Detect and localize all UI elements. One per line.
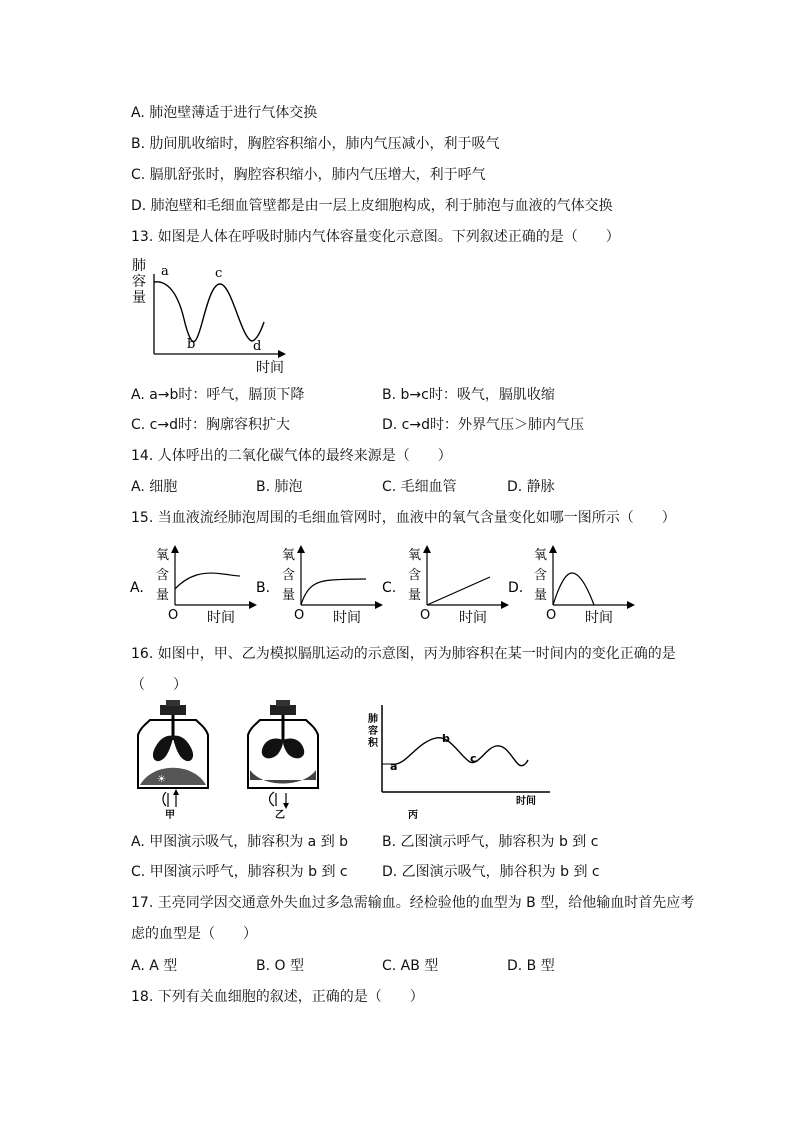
q16-option-b: B. 乙图演示呼气，肺容积为 b 到 c [382, 834, 599, 850]
q16-graph-ylabel-3: 积 [368, 738, 378, 749]
q15-graph-c-origin: O [420, 608, 431, 623]
q17-option-b: B. O 型 [256, 958, 304, 974]
q15-graph-a-ylabel-2: 含 [156, 568, 170, 583]
q12-option-b: B. 肋间肌收缩时，胸腔容积缩小，肺内气压减小，利于吸气 [131, 136, 500, 152]
q14-option-b: B. 肺泡 [256, 479, 303, 495]
q12-option-d: D. 肺泡壁和毛细血管壁都是由一层上皮细胞构成，利于肺泡与血液的气体交换 [131, 198, 613, 214]
q14-option-c: C. 毛细血管 [382, 479, 457, 495]
q15-graph-d-ylabel-3: 量 [534, 588, 548, 603]
q17-stem-line1: 17. 王亮同学因交通意外失血过多急需输血。经检验他的血型为 B 型，给他输血时首先应考 [131, 895, 695, 911]
q16-option-a: A. 甲图演示吸气，肺容积为 a 到 b [131, 834, 349, 850]
q13-ylabel-1: 肺 [132, 258, 146, 274]
q16-jar-yi-label: 乙 [275, 810, 285, 820]
q15-graph-a [130, 545, 257, 626]
q15-graph-a-origin: O [168, 608, 179, 623]
q15-graph-d [508, 545, 635, 626]
q15-graph-c-label: C. [382, 580, 397, 596]
q15-graph-b-ylabel-3: 量 [282, 588, 296, 603]
q15-graph-d-ylabel-1: 氧 [534, 548, 548, 563]
q13-point-c: c [215, 266, 223, 281]
q12-option-a: A. 肺泡壁薄适于进行气体交换 [131, 105, 318, 121]
q16-jar-jia [138, 700, 208, 820]
q15-graph-b-xlabel: 时间 [333, 610, 361, 626]
q15-graph-a-ylabel-3: 量 [156, 588, 170, 603]
q15-graph-b [256, 545, 383, 626]
q15-graph-a-xlabel: 时间 [207, 610, 235, 626]
svg-text:☀: ☀ [157, 774, 166, 785]
q15-graph-c-ylabel-3: 量 [408, 588, 422, 603]
q15-graph-a-label: A. [130, 580, 144, 596]
q15-graph-d-ylabel-2: 含 [534, 568, 548, 583]
q16-graph-ylabel-1: 肺 [368, 714, 378, 725]
q13-point-a: a [161, 264, 169, 279]
q15-graph-d-xlabel: 时间 [585, 610, 613, 626]
q15-graph-b-origin: O [294, 608, 305, 623]
q12-option-c: C. 膈肌舒张时，胸腔容积缩小，肺内气压增大，利于呼气 [131, 167, 486, 183]
q17-stem-line2: 虑的血型是（ ） [131, 926, 257, 942]
q16-graph-point-b: b [442, 732, 450, 745]
q15-graph-b-ylabel-1: 氧 [282, 548, 296, 563]
q13-point-d: d [253, 339, 262, 354]
q13-option-b: B. b→c时：吸气，膈肌收缩 [382, 387, 555, 403]
q15-graph-d-origin: O [546, 608, 557, 623]
q16-diaphragm-figure [128, 700, 568, 820]
q16-jar-yi [248, 700, 318, 820]
q16-graph-point-c: c [470, 752, 477, 765]
q15-graph-d-label: D. [508, 580, 524, 596]
q16-graph-xlabel: 时间 [516, 796, 536, 807]
q17-option-c: C. AB 型 [382, 958, 439, 974]
q13-option-d: D. c→d时：外界气压＞肺内气压 [382, 417, 584, 433]
q16-option-d: D. 乙图演示吸气，肺谷积为 b 到 c [382, 864, 600, 880]
q13-xlabel: 时间 [256, 360, 284, 376]
q16-graph-bing [368, 705, 550, 820]
q14-option-a: A. 细胞 [131, 479, 178, 495]
q15-graph-a-ylabel-1: 氧 [156, 548, 170, 563]
q16-stem-line2: （ ） [131, 677, 187, 693]
q15-oxygen-graphs [128, 543, 638, 628]
q16-graph-label: 丙 [408, 810, 418, 820]
q13-point-b: b [187, 337, 196, 352]
q15-graph-c-ylabel-2: 含 [408, 568, 422, 583]
q15-graph-c-xlabel: 时间 [459, 610, 487, 626]
q16-stem-line1: 16. 如图中，甲、乙为模拟膈肌运动的示意图，丙为肺容积在某一时间内的变化正确的是 [131, 646, 676, 662]
q17-option-a: A. A 型 [131, 958, 178, 974]
q17-option-d: D. B 型 [507, 958, 555, 974]
q13-curve [154, 282, 264, 342]
q13-option-a: A. a→b时：呼气，膈顶下降 [131, 387, 305, 403]
q16-option-c: C. 甲图演示呼气，肺容积为 b 到 c [131, 864, 348, 880]
q15-graph-b-label: B. [256, 580, 271, 596]
q16-graph-point-a: a [390, 760, 398, 773]
q13-stem: 13. 如图是人体在呼吸时肺内气体容量变化示意图。下列叙述正确的是（ ） [131, 229, 620, 245]
q13-lung-volume-graph [128, 254, 298, 376]
q13-x-arrow [278, 350, 286, 358]
q13-ylabel-2: 容 [132, 274, 146, 290]
q15-stem: 15. 当血液流经肺泡周围的毛细血管网时，血液中的氧气含量变化如哪一图所示（ ） [131, 510, 676, 526]
q15-graph-c-ylabel-1: 氧 [408, 548, 422, 563]
q13-ylabel-3: 量 [132, 290, 146, 306]
q18-stem: 18. 下列有关血细胞的叙述，正确的是（ ） [131, 989, 424, 1005]
q15-graph-c [382, 545, 509, 626]
q16-graph-ylabel-2: 容 [368, 726, 378, 737]
q14-option-d: D. 静脉 [507, 479, 555, 495]
q15-graph-b-ylabel-2: 含 [282, 568, 296, 583]
q13-option-c: C. c→d时：胸廓容积扩大 [131, 417, 290, 433]
q16-jar-jia-label: 甲 [165, 810, 175, 820]
q14-stem: 14. 人体呼出的二氧化碳气体的最终来源是（ ） [131, 448, 452, 464]
